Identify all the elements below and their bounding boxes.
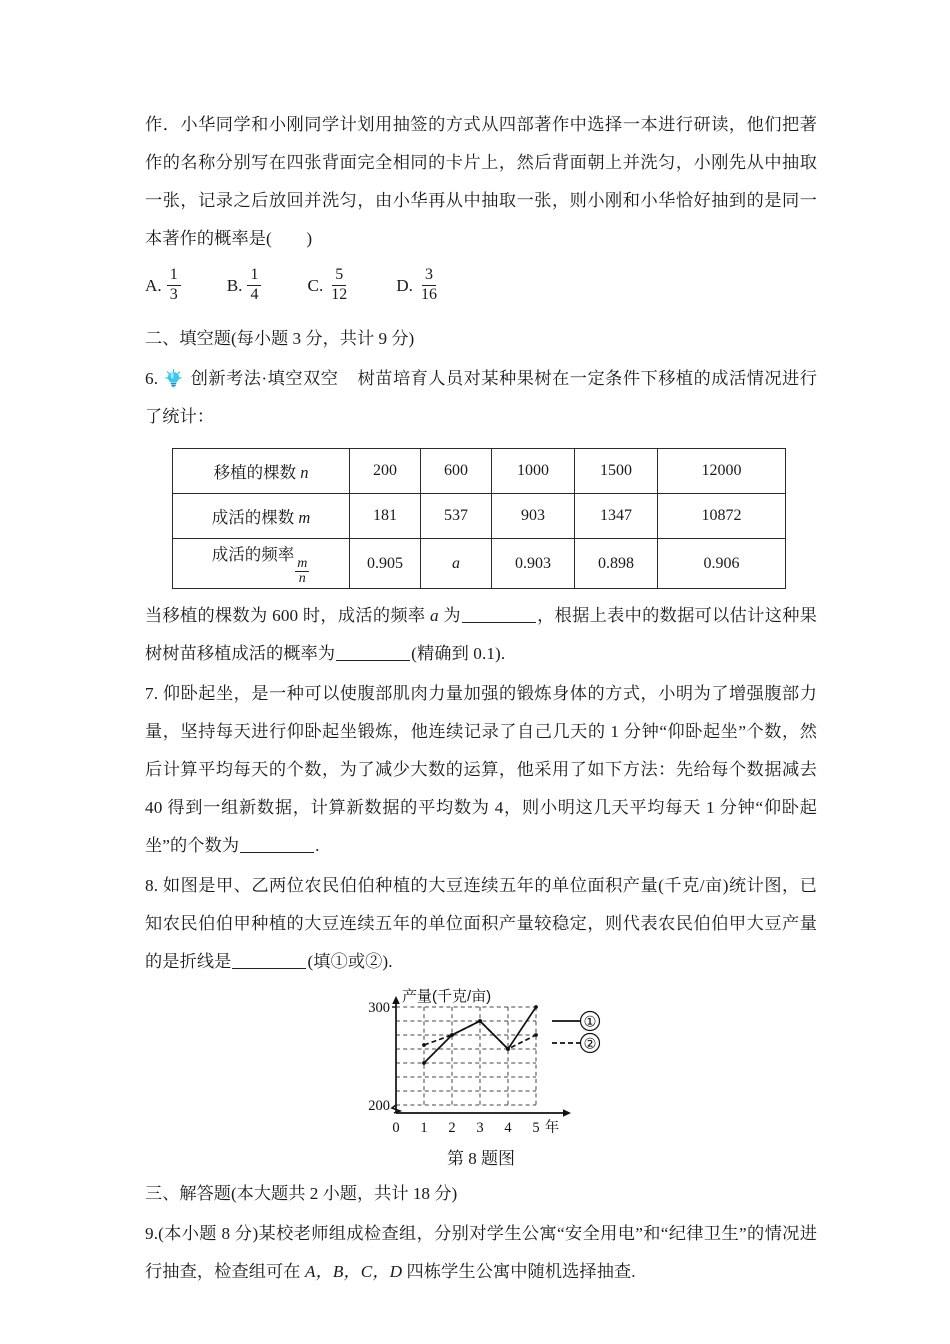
option-a-fraction bbox=[167, 267, 181, 304]
survival-rate-table bbox=[172, 448, 786, 589]
question-7-number: 7. bbox=[145, 684, 159, 703]
question-9-score: (本小题 8 分) bbox=[158, 1224, 259, 1243]
table-cell: 200 bbox=[350, 449, 421, 494]
chart-gridlines bbox=[396, 1007, 536, 1105]
option-c-numerator: 5 bbox=[332, 267, 346, 286]
question-8-text bbox=[145, 867, 817, 981]
table-cell: 0.903 bbox=[492, 539, 575, 589]
table-row-header bbox=[173, 494, 350, 539]
y-axis-arrow bbox=[392, 996, 400, 1004]
y-axis-title: 产量(千克/亩) bbox=[402, 988, 492, 1005]
question-6-answer-line bbox=[145, 597, 817, 673]
question-7-tail: . bbox=[315, 836, 320, 855]
frequency-numerator: m bbox=[297, 556, 308, 571]
frequency-denominator: n bbox=[298, 571, 306, 586]
row-2-header-symbol: m bbox=[298, 508, 311, 527]
row-1-header-text: 移植的棵数 bbox=[213, 463, 301, 482]
option-a[interactable] bbox=[145, 268, 181, 305]
answer-blank-2[interactable] bbox=[336, 645, 410, 661]
option-c-fraction bbox=[328, 267, 350, 304]
question-8-tail: (填①或②). bbox=[307, 952, 393, 971]
option-b-numerator: 1 bbox=[247, 267, 261, 286]
table-cell: a bbox=[421, 539, 492, 589]
y-tick-label: 300 bbox=[368, 1000, 390, 1016]
option-d-letter: D. bbox=[396, 276, 413, 296]
y-tick-label: 200 bbox=[368, 1098, 390, 1114]
table-row-header bbox=[173, 449, 350, 494]
question-9-body-2: 四栋学生公寓中随机选择抽查. bbox=[402, 1262, 636, 1281]
table-cell: 12000 bbox=[658, 449, 786, 494]
option-a-numerator: 1 bbox=[167, 267, 181, 286]
option-b-denominator: 4 bbox=[250, 285, 259, 303]
question-7-body: 仰卧起坐，是一种可以使腹部肌肉力量加强的锻炼身体的方式，小明为了增强腹部力量，坚持每天进行仰卧起坐锻炼，他连续记录了自己几天的 1 分钟“仰卧起坐”个数，然后计算平均每天的个数，为了减少大数的运算，他采用了如下方法：先给每个数据减去 40 得到一组新数据，计算新数据的平均数为 4，则小明这几天平均每天 1 分钟“仰卧起坐”的个数为 bbox=[145, 684, 818, 855]
table-cell: 10872 bbox=[658, 494, 786, 539]
table-cell: 1000 bbox=[492, 449, 575, 494]
table-cell: 0.905 bbox=[350, 539, 421, 589]
x-axis-arrow bbox=[563, 1109, 571, 1117]
question-9-building-labels: A，B，C，D bbox=[305, 1262, 403, 1281]
question-7-text bbox=[145, 675, 817, 865]
option-c-letter: C. bbox=[307, 276, 324, 296]
q6-after-text-4: (精确到 0.1). bbox=[411, 644, 506, 663]
x-tick-label: 1 bbox=[420, 1120, 428, 1136]
table-cell: 1500 bbox=[575, 449, 658, 494]
question-6-number: 6. bbox=[145, 369, 159, 388]
question-8-body: 如图是甲、乙两位农民伯伯种植的大豆连续五年的单位面积产量(千克/亩)统计图，已知农民伯伯甲种植的大豆连续五年的单位面积产量较稳定，则代表农民伯伯甲大豆产量的是折线是 bbox=[145, 876, 817, 971]
table-row bbox=[173, 494, 786, 539]
option-c-denominator: 12 bbox=[331, 285, 348, 303]
answer-blank-4[interactable] bbox=[232, 953, 306, 969]
lightbulb-icon bbox=[165, 364, 182, 383]
option-b[interactable] bbox=[227, 268, 262, 305]
question-6-table-wrap bbox=[172, 448, 817, 589]
question-5-options bbox=[145, 268, 817, 314]
x-tick-label: 0 bbox=[392, 1120, 400, 1136]
option-b-fraction bbox=[247, 267, 261, 304]
table-row-header bbox=[173, 539, 350, 589]
row-1-header-symbol: n bbox=[300, 463, 309, 482]
soybean-yield-line-chart bbox=[336, 987, 626, 1137]
figure-caption: 第 8 题图 bbox=[447, 1149, 515, 1168]
chart-legend bbox=[552, 1012, 600, 1053]
table-cell: 537 bbox=[421, 494, 492, 539]
question-6-stem: 树苗培育人员对某种果树在一定条件下移植的成活情况进行了统计： bbox=[145, 369, 817, 426]
table-cell: 1347 bbox=[575, 494, 658, 539]
legend-label-series-2: ② bbox=[583, 1036, 597, 1053]
option-b-letter: B. bbox=[226, 276, 243, 296]
option-d[interactable] bbox=[396, 268, 440, 305]
option-d-fraction bbox=[418, 267, 440, 304]
q6-after-text-1: 当移植的棵数为 600 时，成活的频率 bbox=[145, 606, 431, 625]
q6-after-text-2: 为 bbox=[438, 606, 461, 625]
question-9-number: 9. bbox=[145, 1224, 159, 1243]
section-3-heading: 三、解答题(本大题共 2 小题，共计 18 分) bbox=[145, 1184, 458, 1203]
table-row bbox=[173, 539, 786, 589]
answer-blank-3[interactable] bbox=[240, 837, 314, 853]
option-d-denominator: 16 bbox=[420, 285, 437, 303]
table-cell: 600 bbox=[421, 449, 492, 494]
x-tick-label: 2 bbox=[448, 1120, 456, 1136]
question-5-continuation-text: 作．小华同学和小刚同学计划用抽签的方式从四部著作中选择一本进行研读，他们把著作的名称分别写在四张背面完全相同的卡片上，然后背面朝上并洗匀，小刚先从中抽取一张，记录之后放回并洗匀，由小华再从中抽取一张，则小刚和小华恰好抽到的是同一本著作的概率是( ) bbox=[145, 115, 817, 248]
table-cell: 903 bbox=[492, 494, 575, 539]
x-tick-label: 4 bbox=[504, 1120, 512, 1136]
answer-blank-1[interactable] bbox=[462, 607, 536, 623]
section-2-heading: 二、填空题(每小题 3 分，共计 9 分) bbox=[145, 329, 415, 348]
row-3-header-text: 成活的频率 bbox=[211, 545, 295, 564]
table-cell: 0.898 bbox=[575, 539, 658, 589]
legend-label-series-1: ① bbox=[583, 1014, 597, 1031]
row-2-header-text: 成活的棵数 bbox=[211, 508, 299, 527]
question-8-number: 8. bbox=[145, 876, 159, 895]
question-6-tag-label: 创新考法·填空双空 bbox=[190, 369, 339, 388]
question-9-text bbox=[145, 1215, 817, 1291]
page-content bbox=[145, 104, 817, 1291]
question-6-stem-line bbox=[145, 360, 817, 436]
x-axis-title: 年 bbox=[544, 1120, 560, 1136]
q6-after-text-3: ，根据上表中的数据可以估计这种果树树苗移植成活的概率为 bbox=[145, 606, 817, 663]
x-tick-label: 3 bbox=[476, 1120, 484, 1136]
question-8-figure bbox=[145, 987, 817, 1169]
table-cell: 0.906 bbox=[658, 539, 786, 589]
option-a-letter: A. bbox=[145, 276, 162, 296]
x-tick-label: 5 bbox=[532, 1120, 540, 1136]
table-cell: 181 bbox=[350, 494, 421, 539]
option-c[interactable] bbox=[307, 268, 350, 305]
option-d-numerator: 3 bbox=[422, 267, 436, 286]
option-a-denominator: 3 bbox=[169, 285, 178, 303]
table-row bbox=[173, 449, 786, 494]
frequency-fraction bbox=[295, 557, 309, 586]
q6-after-symbol: a bbox=[430, 606, 439, 625]
question-9-body-1: 某校老师组成检查组，分别对学生公寓“安全用电”和“纪律卫生”的情况进行抽查，检查组可在 bbox=[145, 1224, 817, 1281]
